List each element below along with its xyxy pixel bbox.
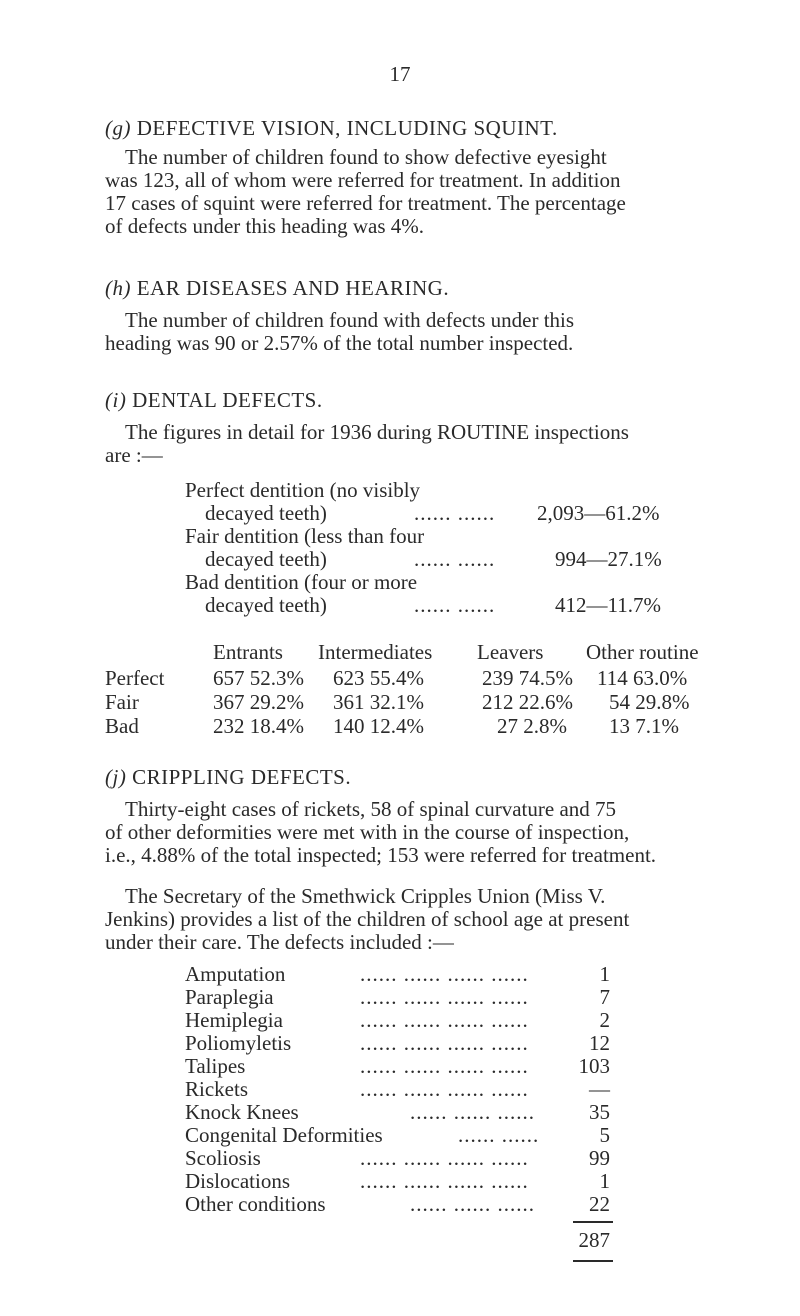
section-h-line: heading was 90 or 2.57% of the total number inspected. <box>105 331 574 355</box>
dentition-bad-value: 412—11.7% <box>555 593 661 617</box>
section-g-title: DEFECTIVE VISION, INCLUDING SQUINT. <box>136 116 558 140</box>
section-i-label: (i) <box>105 388 127 412</box>
table-row-label: Fair <box>105 690 139 714</box>
section-g-line: was 123, all of whom were referred for treatment. In addition <box>105 168 621 192</box>
defect-dots: ...... ...... ...... <box>410 1100 535 1124</box>
defect-count: 1 <box>599 1169 610 1193</box>
dentition-bad-dots: ...... ...... <box>414 593 496 617</box>
table-cell: 623 55.4% <box>333 666 424 690</box>
section-g-label: (g) <box>105 116 131 140</box>
defect-name: Paraplegia <box>185 985 274 1009</box>
section-g-line: 17 cases of squint were referred for treatment. The percentage <box>105 191 626 215</box>
section-g-heading <box>105 116 558 141</box>
section-j-paragraph-2 <box>105 885 715 954</box>
defect-dots: ...... ...... ...... ...... <box>360 1077 529 1101</box>
defect-dots: ...... ...... ...... ...... <box>360 1031 529 1055</box>
section-h-paragraph <box>105 309 705 355</box>
defect-count: 103 <box>578 1054 610 1078</box>
defect-count: 99 <box>589 1146 610 1170</box>
dentition-perfect-line1: Perfect dentition (no visibly <box>185 478 421 502</box>
defects-total: 287 <box>578 1228 610 1252</box>
section-h-title: EAR DISEASES AND HEARING. <box>136 276 450 300</box>
defect-name: Dislocations <box>185 1169 290 1193</box>
section-j-line: i.e., 4.88% of the total inspected; 153 were referred for treatment. <box>105 843 657 867</box>
table-cell: 657 52.3% <box>213 666 304 690</box>
table-header-other-routine: Other routine <box>586 640 699 664</box>
section-g-paragraph <box>105 146 705 238</box>
dentition-bad-line2: decayed teeth) <box>205 593 327 617</box>
defect-count: 12 <box>589 1031 610 1055</box>
table-cell: 13 7.1% <box>609 714 679 738</box>
section-i-intro <box>105 421 705 467</box>
dentition-fair-line2: decayed teeth) <box>205 547 327 571</box>
defect-name: Rickets <box>185 1077 248 1101</box>
section-g-line: of defects under this heading was 4%. <box>105 214 424 238</box>
section-i-intro-line: are :— <box>105 443 163 467</box>
table-header-leavers: Leavers <box>477 640 544 664</box>
defect-dots: ...... ...... ...... ...... <box>360 1146 529 1170</box>
table-cell: 367 29.2% <box>213 690 304 714</box>
defect-count: — <box>589 1077 610 1101</box>
defect-dots: ...... ...... ...... <box>410 1192 535 1216</box>
dentition-perfect-line2: decayed teeth) <box>205 501 327 525</box>
section-h-label: (h) <box>105 276 131 300</box>
defect-count: 35 <box>589 1100 610 1124</box>
table-cell: 239 74.5% <box>482 666 573 690</box>
dentition-perfect-dots: ...... ...... <box>414 501 496 525</box>
section-j-line: of other deformities were met with in the course of inspection, <box>105 820 630 844</box>
section-j-line: under their care. The defects included :— <box>105 930 454 954</box>
table-header-intermediates: Intermediates <box>318 640 433 664</box>
table-row-label: Perfect <box>105 666 165 690</box>
section-h-line: The number of children found with defects under this <box>125 308 575 332</box>
defect-name: Poliomyletis <box>185 1031 292 1055</box>
dentition-bad-line1: Bad dentition (four or more <box>185 570 418 594</box>
defect-name: Knock Knees <box>185 1100 299 1124</box>
defect-dots: ...... ...... ...... ...... <box>360 962 529 986</box>
section-j-line: Thirty-eight cases of rickets, 58 of spinal curvature and 75 <box>125 797 617 821</box>
table-cell: 54 29.8% <box>609 690 690 714</box>
defect-name: Talipes <box>185 1054 246 1078</box>
defect-name: Hemiplegia <box>185 1008 283 1032</box>
section-h-heading <box>105 276 449 301</box>
section-i-heading <box>105 388 323 413</box>
section-i-intro-line: The figures in detail for 1936 during ROUTINE inspections <box>125 420 629 444</box>
table-cell: 140 12.4% <box>333 714 424 738</box>
dentition-fair-value: 994—27.1% <box>555 547 662 571</box>
table-cell: 212 22.6% <box>482 690 573 714</box>
table-row-label: Bad <box>105 714 139 738</box>
total-rule-bottom <box>573 1260 613 1262</box>
section-j-paragraph-1 <box>105 798 715 867</box>
defect-name: Amputation <box>185 962 286 986</box>
total-rule-top <box>573 1221 613 1223</box>
section-j-heading <box>105 765 351 790</box>
defect-count: 5 <box>599 1123 610 1147</box>
defect-dots: ...... ...... ...... ...... <box>360 985 529 1009</box>
defect-name: Scoliosis <box>185 1146 261 1170</box>
defect-count: 22 <box>589 1192 610 1216</box>
defect-dots: ...... ...... ...... ...... <box>360 1169 529 1193</box>
section-j-title: CRIPPLING DEFECTS. <box>132 765 352 789</box>
dentition-fair-dots: ...... ...... <box>414 547 496 571</box>
defect-dots: ...... ...... ...... ...... <box>360 1054 529 1078</box>
defect-name: Other conditions <box>185 1192 326 1216</box>
table-cell: 114 63.0% <box>597 666 688 690</box>
section-j-line: Jenkins) provides a list of the children of school age at present <box>105 907 630 931</box>
section-j-label: (j) <box>105 765 127 789</box>
table-cell: 361 32.1% <box>333 690 424 714</box>
defect-dots: ...... ...... <box>458 1123 540 1147</box>
table-cell: 27 2.8% <box>497 714 567 738</box>
table-header-entrants: Entrants <box>213 640 283 664</box>
defect-count: 2 <box>599 1008 610 1032</box>
dentition-fair-line1: Fair dentition (less than four <box>185 524 425 548</box>
defect-count: 1 <box>599 962 610 986</box>
page-number: 17 <box>389 62 411 86</box>
section-g-line: The number of children found to show defective eyesight <box>125 145 607 169</box>
dentition-perfect-value: 2,093—61.2% <box>537 501 660 525</box>
defect-dots: ...... ...... ...... ...... <box>360 1008 529 1032</box>
table-cell: 232 18.4% <box>213 714 304 738</box>
section-j-line: The Secretary of the Smethwick Cripples Union (Miss V. <box>125 884 606 908</box>
defect-name: Congenital Deformities <box>185 1123 383 1147</box>
section-i-title: DENTAL DEFECTS. <box>132 388 323 412</box>
defect-count: 7 <box>599 985 610 1009</box>
